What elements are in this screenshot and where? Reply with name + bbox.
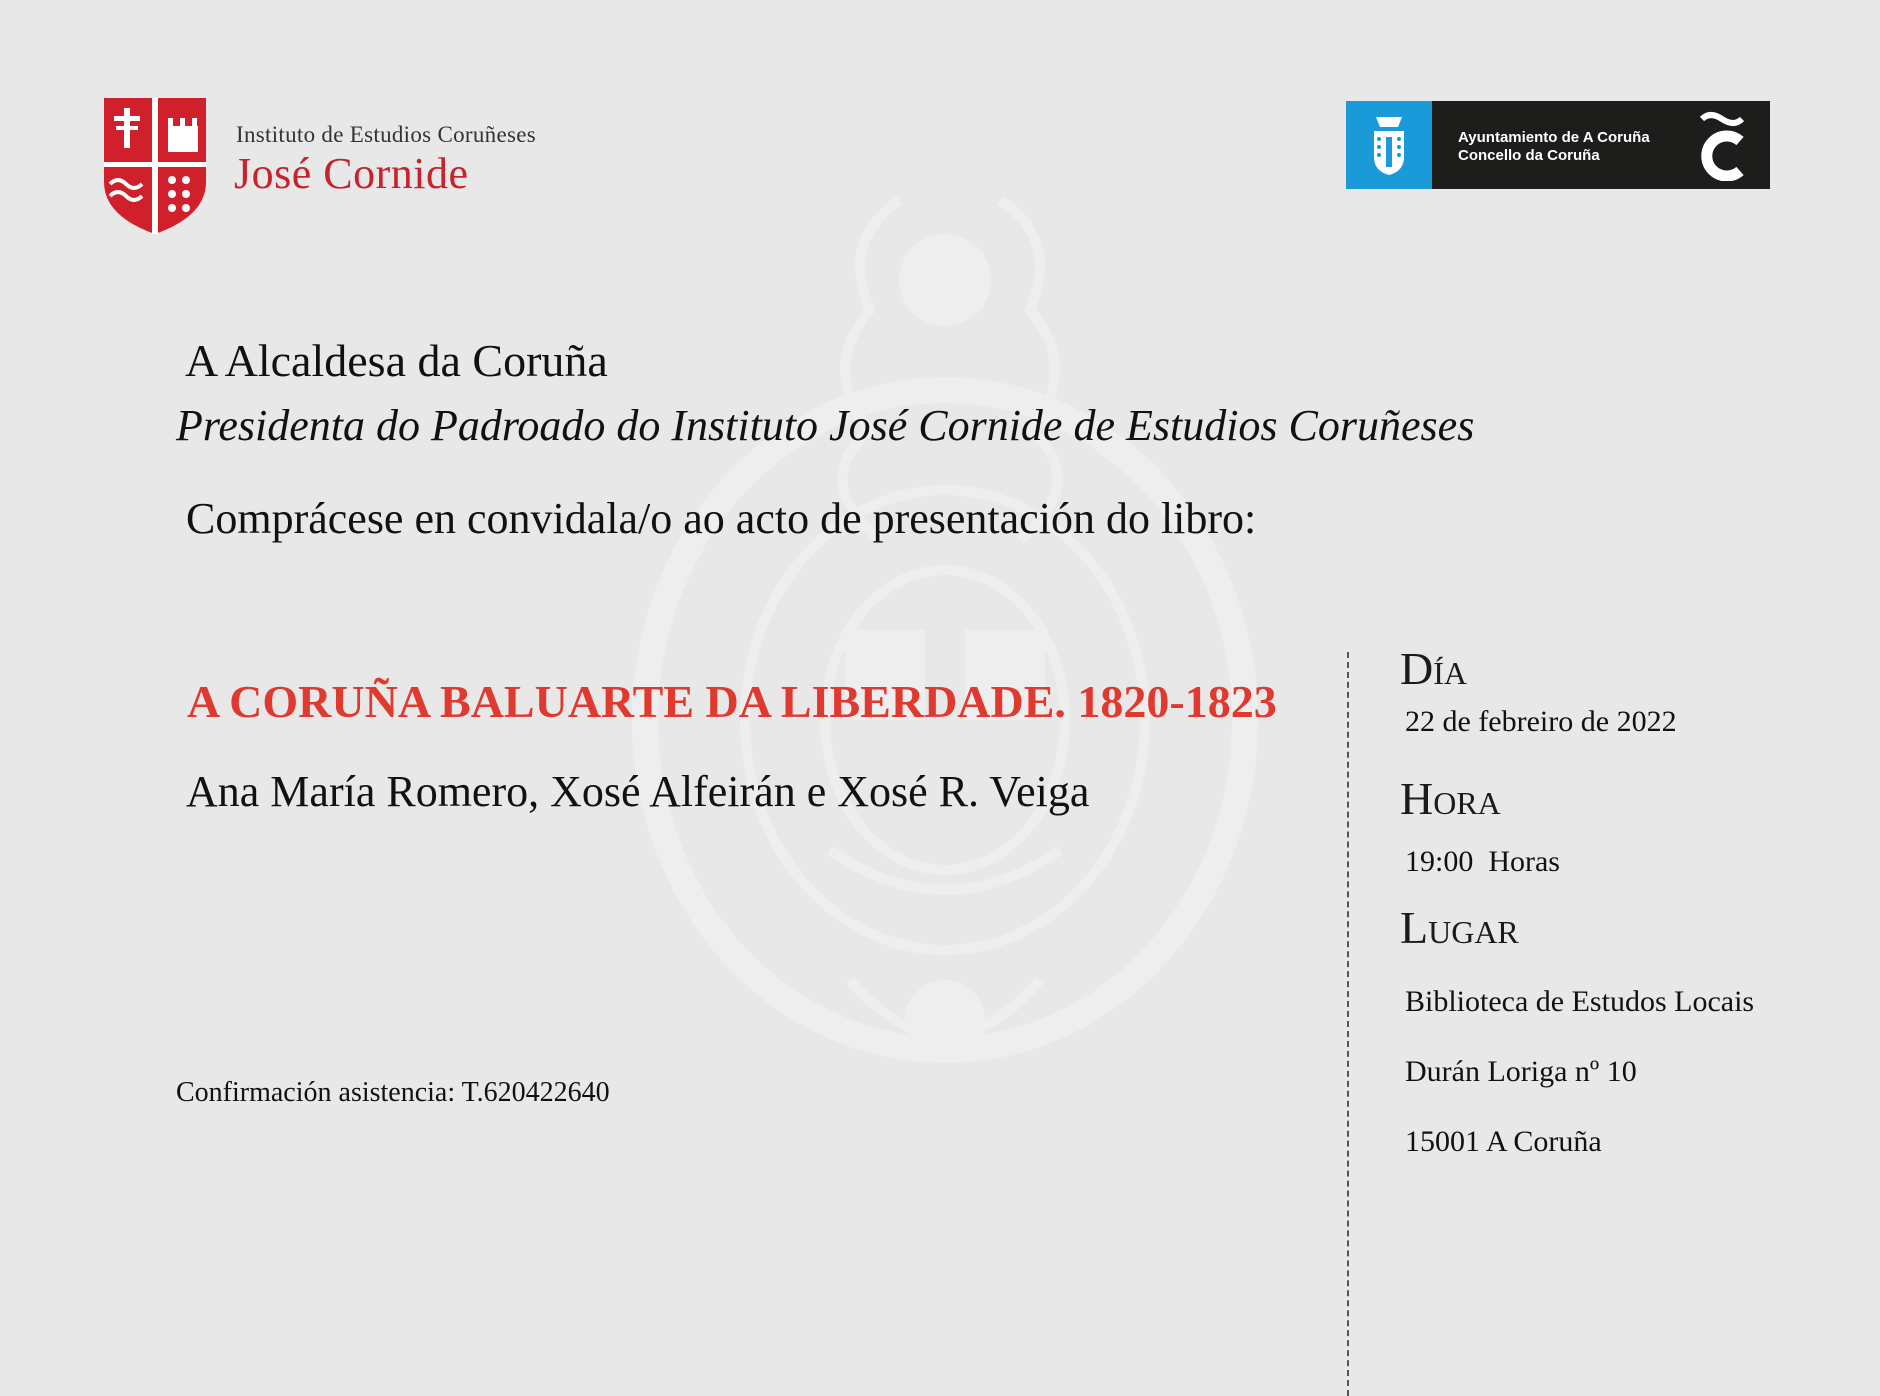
rsvp-phone: Confirmación asistencia: T.620422640 [176, 1077, 610, 1108]
book-authors: Ana María Romero, Xosé Alfeirán e Xosé R. Veiga [186, 767, 1090, 816]
iec-shield-icon [102, 96, 208, 236]
host-title: A Alcaldesa da Coruña [185, 335, 608, 386]
concello-logo [1346, 101, 1770, 189]
seal-watermark-icon [600, 160, 1290, 1160]
day-value: 22 de febreiro de 2022 [1405, 705, 1677, 738]
time-label: Hora [1400, 773, 1501, 824]
concello-name-gl: Concello da Coruña [1458, 147, 1600, 164]
concello-blue-block [1346, 101, 1432, 189]
concello-c-tilde-icon [1696, 111, 1748, 181]
time-value: 19:00 Horas [1405, 845, 1560, 878]
place-line-street: Durán Loriga nº 10 [1405, 1055, 1637, 1088]
iec-cornide-wordmark: José Cornide [234, 149, 469, 198]
book-title: A CORUÑA BALUARTE DA LIBERDADE. 1820-1823 [187, 676, 1277, 727]
concello-shield-icon [1370, 113, 1408, 177]
invitation-text: Comprácese en convidala/o ao acto de presentación do libro: [186, 494, 1257, 543]
iec-logo [102, 96, 562, 246]
place-label: Lugar [1400, 902, 1519, 953]
day-label: Día [1400, 643, 1467, 694]
place-line-venue: Biblioteca de Estudos Locais [1405, 985, 1755, 1018]
place-line-city: 15001 A Coruña [1405, 1125, 1602, 1158]
concello-name-es: Ayuntamiento de A Coruña [1458, 129, 1650, 146]
vertical-divider [1347, 652, 1349, 1396]
iec-name-line: Instituto de Estudios Coruñeses [236, 122, 536, 147]
host-role: Presidenta do Padroado do Instituto José Cornide de Estudios Coruñeses [176, 401, 1475, 450]
